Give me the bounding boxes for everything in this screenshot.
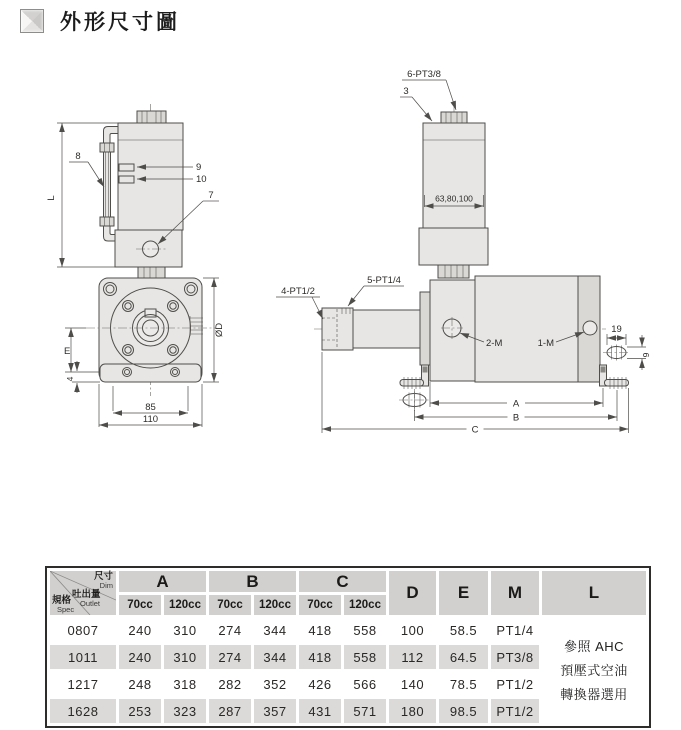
front-view [46, 104, 225, 427]
pump-body-front [115, 111, 183, 278]
label-7: 7 [208, 190, 214, 201]
cell-spec: 0807 [50, 618, 116, 642]
table-row [50, 618, 646, 642]
header-C: C [299, 571, 386, 592]
dim-110: 110 [142, 414, 159, 425]
cell-c120: 558 [344, 618, 386, 642]
header-M: M [491, 571, 539, 615]
cell-b120: 344 [254, 645, 296, 669]
l-note-line: 轉換器選用 [560, 686, 628, 702]
header-L: L [542, 571, 646, 615]
cell-b70: 282 [209, 672, 251, 696]
cell-a120: 310 [164, 618, 206, 642]
label-1-M: 1-M [537, 338, 554, 349]
header-dim-en: Dim [99, 580, 113, 590]
label-8: 8 [75, 151, 81, 162]
subheader-70cc: 70cc [209, 595, 251, 615]
label-9: 9 [196, 162, 202, 173]
cylinder-side [322, 276, 600, 382]
dim-B: B [512, 412, 520, 424]
cell-l-note [542, 618, 646, 723]
cell-m: PT1/2 [491, 699, 539, 723]
header-outlet-en: Outlet [80, 598, 101, 608]
dim-bores: 63,80,100 [435, 193, 473, 204]
cell-e: 64.5 [439, 645, 488, 669]
page-title: 外形尺寸圖 [60, 11, 180, 34]
header-D: D [389, 571, 436, 615]
label-4-PT12: 4-PT1/2 [281, 286, 315, 297]
dim-C: C [471, 424, 479, 436]
cell-spec: 1628 [50, 699, 116, 723]
dim-E: E [64, 346, 71, 357]
label-5-PT14: 5-PT1/4 [367, 275, 401, 286]
cell-c70: 418 [299, 645, 341, 669]
cell-c120: 558 [344, 645, 386, 669]
label-6-PT38: 6-PT3/8 [407, 69, 441, 80]
dim-19: 19 [611, 324, 622, 335]
dim-4: 4 [65, 376, 75, 382]
cell-d: 112 [389, 645, 436, 669]
dim-85: 85 [145, 402, 156, 413]
sight-glass [100, 127, 119, 242]
header-E: E [439, 571, 488, 615]
header-B: B [209, 571, 296, 592]
cell-m: PT1/4 [491, 618, 539, 642]
subheader-70cc: 70cc [119, 595, 161, 615]
cell-c70: 418 [299, 618, 341, 642]
cell-d: 180 [389, 699, 436, 723]
dim-A: A [512, 398, 520, 410]
cell-a120: 318 [164, 672, 206, 696]
header-dim: 尺寸 [93, 571, 113, 582]
subheader-70cc: 70cc [299, 595, 341, 615]
dim-OD: ØD [214, 322, 225, 338]
cell-c70: 431 [299, 699, 341, 723]
cell-m: PT3/8 [491, 645, 539, 669]
header-spec: 規格 [52, 595, 72, 607]
cell-c120: 566 [344, 672, 386, 696]
cell-a70: 253 [119, 699, 161, 723]
cell-e: 98.5 [439, 699, 488, 723]
cell-a70: 240 [119, 618, 161, 642]
cell-b120: 344 [254, 618, 296, 642]
cell-d: 100 [389, 618, 436, 642]
subheader-120cc: 120cc [254, 595, 296, 615]
cell-e: 58.5 [439, 618, 488, 642]
cell-a120: 323 [164, 699, 206, 723]
side-view [276, 69, 651, 436]
cell-b70: 274 [209, 645, 251, 669]
label-10: 10 [196, 174, 207, 185]
label-3: 3 [403, 86, 409, 97]
cell-b120: 352 [254, 672, 296, 696]
header-spec-en: Spec [57, 605, 75, 615]
label-2-M: 2-M [486, 338, 503, 349]
flange-front [86, 278, 216, 382]
subheader-120cc: 120cc [164, 595, 206, 615]
cell-c70: 426 [299, 672, 341, 696]
cell-b120: 357 [254, 699, 296, 723]
header-outlet: 吐出量 [72, 589, 101, 600]
subheader-120cc: 120cc [344, 595, 386, 615]
cell-c120: 571 [344, 699, 386, 723]
cell-b70: 287 [209, 699, 251, 723]
l-note-line: 預壓式空油 [560, 662, 628, 678]
cell-a70: 240 [119, 645, 161, 669]
pump-body-side [419, 112, 488, 278]
cell-e: 78.5 [439, 672, 488, 696]
dim-9: 9 [641, 352, 651, 358]
cell-a70: 248 [119, 672, 161, 696]
spec-table [45, 566, 651, 728]
header-A: A [119, 571, 206, 592]
cell-spec: 1011 [50, 645, 116, 669]
cell-d: 140 [389, 672, 436, 696]
cell-spec: 1217 [50, 672, 116, 696]
cell-a120: 310 [164, 645, 206, 669]
cell-b70: 274 [209, 618, 251, 642]
dim-L: L [46, 195, 57, 201]
l-note-line: 參照 AHC [563, 638, 625, 654]
header-diagonal-cell [50, 571, 116, 615]
cell-m: PT1/2 [491, 672, 539, 696]
